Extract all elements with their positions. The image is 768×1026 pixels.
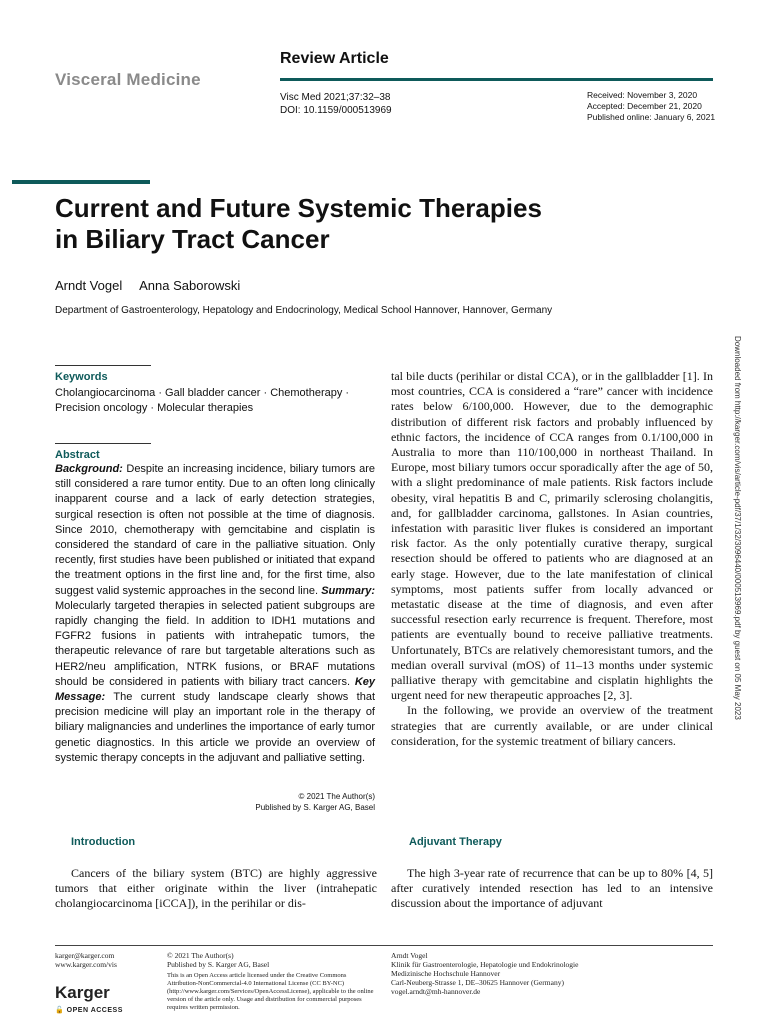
abstract-heading: Abstract [55,449,100,461]
author: Arndt Vogel [55,278,123,293]
download-note [728,336,744,1026]
accepted-date: Accepted: December 21, 2020 [587,101,702,111]
published-date: Published online: January 6, 2021 [587,112,716,122]
keywords-text [55,386,385,416]
keywords-heading: Keywords [55,371,108,383]
footer-license-block [167,951,377,1012]
title-line-2: in Biliary Tract Cancer [55,224,330,254]
footer-publisher: Published by S. Karger AG, Basel [167,960,270,969]
open-access-lock-icon: 🔓 [55,1007,65,1014]
citation-block [280,91,392,117]
background-label: Background: [55,463,123,475]
body-paragraph: tal bile ducts (perihilar or distal CCA), or in the gallbladder [1]. In most countries, CCA is considered a “rare” cancer with incidence rates below 6/100,000. However, due to the demographic distribution of different risk factors and probably influenced by ethnic factors, the incidence of CCA ranges from 0.1/100,000 in Australia to more than 110/100,000 in northeast Thailand. In Europe, most biliary tumors occur sporadically after the age of 50, with a slight predominance of male patients. Risk factors include obesity, viral hepatitis B and C, primarily sclerosing cholangitis, and, for gallbladder carcinoma, gallstones. In Asian countries, infestation with parasitic liver flukes is considered an important risk factor. As the only potentially curative therapy, surgical resection should be offered to patients who are diagnosed at an early stage. However, due to the late manifestation of clinical symptoms, most patients suffer from locally advanced or metastatic disease at the time of diagnosis, and even after successful resection early recurrence is frequent. Therefore, most patients are eventually bound to receive palliative treatments. Unfortunately, BTCs are relatively chemoresistant tumors, and the median overall survival (mOS) of 11–13 months under systemic palliative therapy with gemcitabine and cisplatin highlights the urgent need for new therapeutic approaches [2, 3]. [391,369,713,703]
footer-rule [55,945,713,946]
introduction-heading: Introduction [71,836,136,848]
download-note-text: Downloaded from http://karger.com/vis/article-pdf/37/1/32/3096440/000513969.pdf by guest on 05 May 2023 [733,336,742,720]
publisher-website[interactable]: www.karger.com/vis [55,960,117,969]
correspondence-address: Carl-Neuberg-Strasse 1, DE–30625 Hannover (Germany) [391,978,564,987]
introduction-text: Cancers of the biliary system (BTC) are highly aggressive tumors that either originate within the liver (intrahepatic cholangiocarcinoma [iCCA]), in the perihilar or dis- [55,866,377,911]
correspondence-institution: Medizinische Hochschule Hannover [391,969,501,978]
dates-block [587,90,715,123]
correspondence-name: Arndt Vogel [391,951,428,960]
keywords-line: Precision oncology · Molecular therapies [55,402,254,414]
author-list [55,278,254,293]
body-paragraph: In the following, we provide an overview of the treatment strategies that are currently available, or are under clinical consideration, for the systemic treatment of biliary cancers. [391,703,713,748]
background-text: Despite an increasing incidence, biliary tumors are still considered a rare tumor entity. Due to an often long clinically inapparent course and a lack of early detection strategies, surgical resection is often not possible at the time of diagnosis. Since 2010, chemotherapy with gemcitabine and cisplatin is considered the standard of care in the palliative situation. Only recently, first studies have been published or initiated that expand the treatment options in the first line and, for the first time, also suggest valid systemic approaches in the second line. [55,463,375,597]
summary-text: Molecularly targeted therapies in selected patient subgroups are rapidly changing the field. In addition to IDH1 mutations and FGFR2 fusions in patients with intrahepatic tumors, the therapeutic relevance of rare but targetable alterations such as HER2/neu amplification, NTRK fusions, or BRAF mutations should be considered in patients with biliary tract cancers. [55,599,375,688]
title-accent-bar [12,180,150,184]
open-access-badge [55,1006,123,1014]
copyright-line: © 2021 The Author(s) [298,792,375,801]
affiliation: Department of Gastroenterology, Hepatology and Endocrinology, Medical School Hannover, Hannover, Germany [55,305,553,316]
abstract-text [55,462,375,766]
keywords-rule [55,365,151,366]
correspondence-email[interactable]: vogel.arndt@mh-hannover.de [391,987,481,996]
article-type: Review Article [280,50,389,67]
author: Anna Saborowski [139,278,241,293]
received-date: Received: November 3, 2020 [587,90,698,100]
header-rule [280,78,713,81]
article-title [55,193,615,255]
karger-logo-text: Karger [55,983,110,1002]
journal-name: Visceral Medicine [55,70,201,89]
key-message-label: Key Message: [55,675,375,704]
summary-label: Summary: [321,584,375,597]
publisher-line: Published by S. Karger AG, Basel [255,803,375,812]
publisher-contact [55,951,117,969]
karger-logo [55,983,110,1003]
publisher-email[interactable]: karger@karger.com [55,951,115,960]
abstract-rule [55,443,151,444]
correspondence-block [391,951,713,996]
body-right-column [391,369,713,749]
abstract-copyright [195,791,375,813]
doi[interactable]: DOI: 10.1159/000513969 [280,105,392,116]
open-access-label: OPEN ACCESS [66,1007,123,1014]
footer-copyright: © 2021 The Author(s) [167,951,234,960]
citation: Visc Med 2021;37:32–38 [280,92,391,103]
title-line-1: Current and Future Systemic Therapies [55,193,542,223]
correspondence-dept: Klinik für Gastroenterologie, Hepatologie und Endokrinologie [391,960,579,969]
keywords-line: Cholangiocarcinoma · Gall bladder cancer · Chemotherapy · [55,387,350,399]
adjuvant-text: The high 3-year rate of recurrence that can be up to 80% [4, 5] after curatively intended resection has led to an intensive discussion about the importance of adjuvant [391,866,713,911]
adjuvant-heading: Adjuvant Therapy [409,836,502,848]
license-text: This is an Open Access article licensed under the Creative Commons Attribution-NonCommercial-4.0 International License (CC BY-NC) (http://www.karger.com/Services/OpenAccessLicense), applicable to the online version of the article only. Usage and distribution for commercial purposes requires written permission. [167,972,374,1011]
key-message-text: The current study landscape clearly shows that precision medicine will play an important role in the therapy of biliary malignancies and underlines the importance of early tumor genetic diagnostics. In this article we provide an overview of systemic therapy concepts in the adjuvant and palliative setting. [55,691,375,764]
